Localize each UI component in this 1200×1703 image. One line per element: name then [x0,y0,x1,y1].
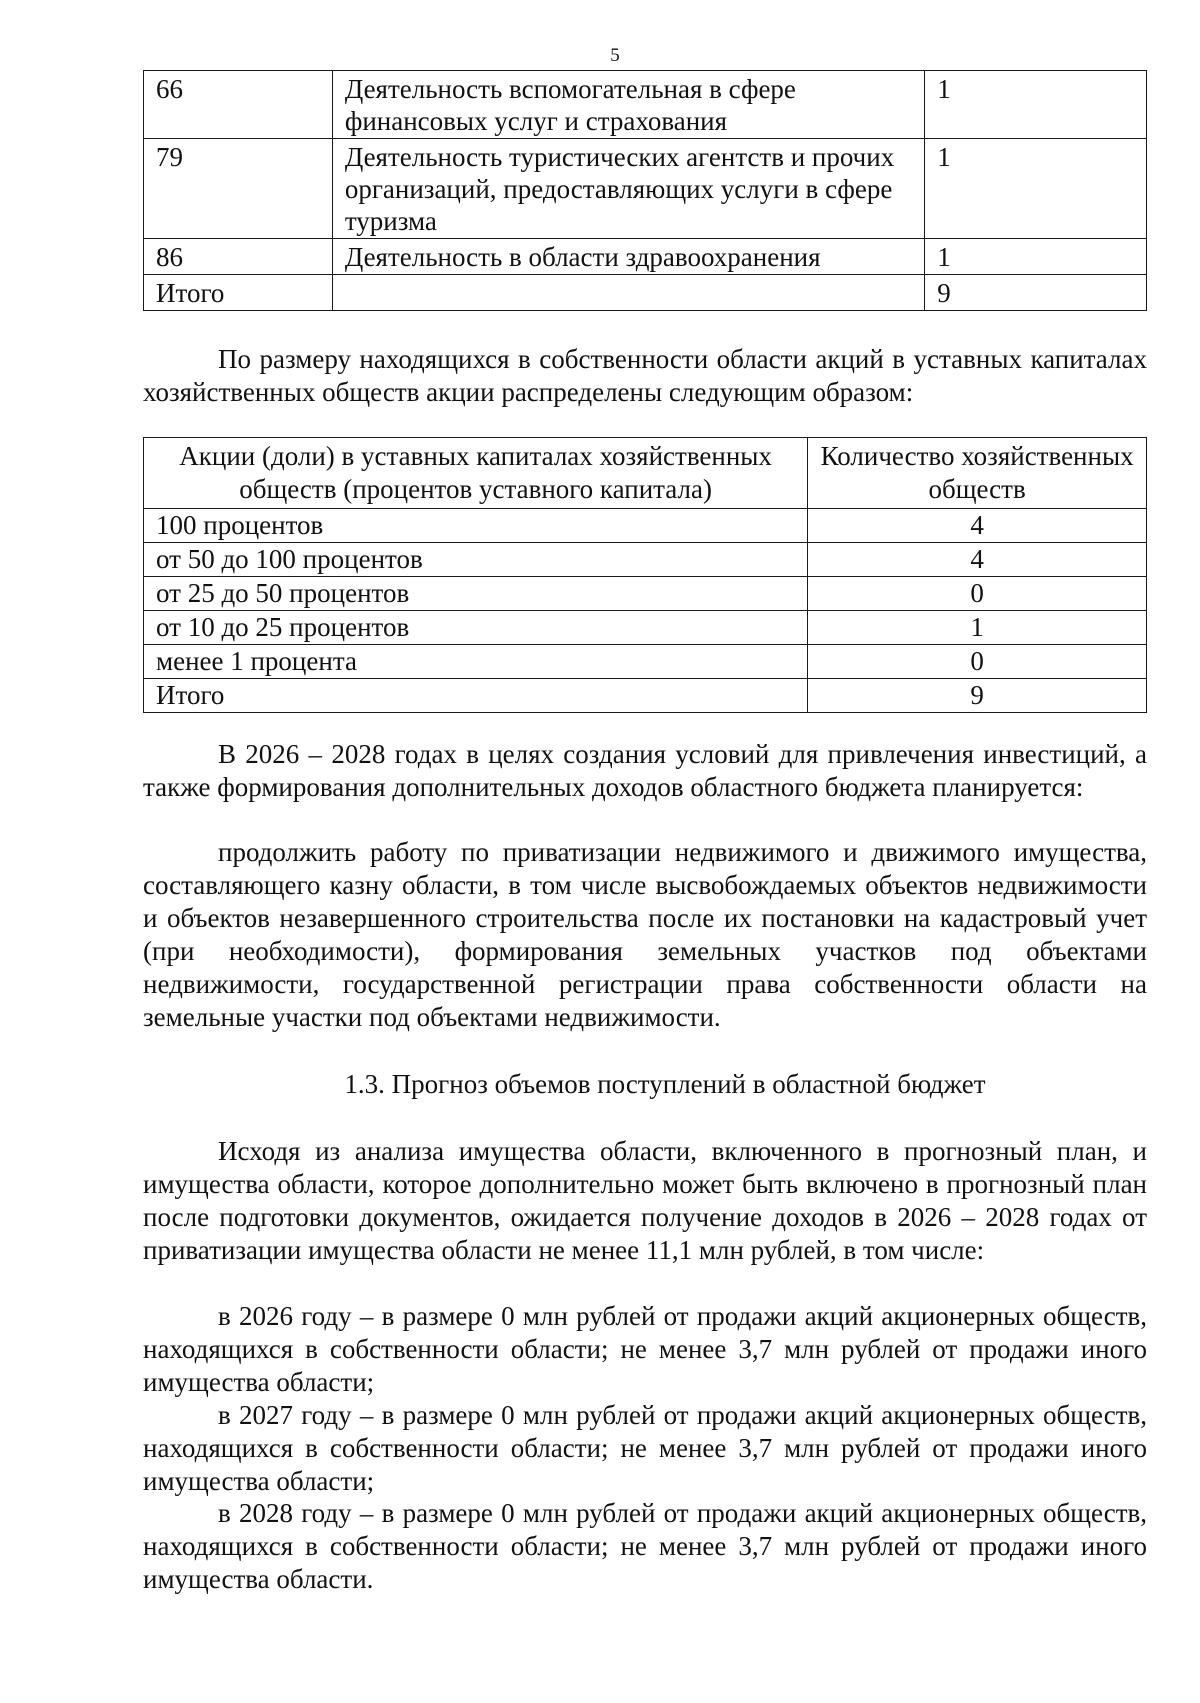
table-header-row [144,438,1147,509]
forecast-2028-paragraph: в 2028 году – в размере 0 млн рублей от продажи акций акционерных обществ, находящихся в собственности области; не менее 3,7 млн рублей от продажи иного имущества области. [143,1498,1147,1594]
section-heading: 1.3. Прогноз объемов поступлений в областной бюджет [344,1069,986,1099]
table-row [144,611,1147,645]
activity-name: Деятельность в области здравоохранения [332,239,924,275]
forecast-2027-paragraph: в 2027 году – в размере 0 млн рублей от продажи акций акционерных обществ, находящихся в собственности области; не менее 3,7 млн рублей от продажи иного имущества области; [143,1400,1147,1496]
total-empty-cell [332,275,924,311]
activity-count: 1 [925,239,1147,275]
company-count: 4 [808,543,1147,577]
total-count: 9 [808,679,1147,713]
shares-range: от 10 до 25 процентов [144,611,808,645]
header-shares-range: Акции (доли) в уставных капиталах хозяйственных обществ (процентов уставного капитала) [144,438,808,509]
table-total-row [144,275,1147,311]
forecast-paragraph: Исходя из анализа имущества области, включенного в прогнозный план, и имущества области, которое дополнительно может быть включено в прогнозный план после подготовки документов, ожидается получение доходов в 2026 – 2028 годах от приватизации имущества области не менее 11,1 млн рублей, в том числе: [143,1136,1147,1265]
table-row [144,645,1147,679]
shares-range: 100 процентов [144,509,808,543]
company-count: 0 [808,645,1147,679]
shares-table [143,437,1147,713]
activity-code: 66 [144,71,333,139]
table-total-row [144,679,1147,713]
page-number: 5 [610,45,620,66]
table-row [144,71,1147,139]
company-count: 0 [808,577,1147,611]
table-row [144,239,1147,275]
company-count: 4 [808,509,1147,543]
table-row [144,577,1147,611]
activity-code: 79 [144,139,333,239]
activity-name: Деятельность вспомогательная в сфере финансовых услуг и страхования [332,71,924,139]
plans-paragraph: В 2026 – 2028 годах в целях создания условий для привлечения инвестиций, а также формирования дополнительных доходов областного бюджета планируется: [143,739,1147,802]
shares-range: менее 1 процента [144,645,808,679]
company-count: 1 [808,611,1147,645]
table-row [144,139,1147,239]
table-row [144,543,1147,577]
shares-intro-paragraph: По размеру находящихся в собственности области акций в уставных капиталах хозяйственных обществ акции распределены следующим образом: [143,344,1147,407]
total-count: 9 [925,275,1147,311]
activity-name: Деятельность туристических агентств и прочих организаций, предоставляющих услуги в сфере туризма [332,139,924,239]
activity-table [143,70,1147,311]
shares-range: от 50 до 100 процентов [144,543,808,577]
table-row [144,509,1147,543]
total-label: Итого [144,679,808,713]
activity-count: 1 [925,139,1147,239]
activity-count: 1 [925,71,1147,139]
shares-range: от 25 до 50 процентов [144,577,808,611]
activity-code: 86 [144,239,333,275]
forecast-2026-paragraph: в 2026 году – в размере 0 млн рублей от продажи акций акционерных обществ, находящихся в собственности области; не менее 3,7 млн рублей от продажи иного имущества области; [143,1301,1147,1397]
header-company-count: Количество хозяйственных обществ [808,438,1147,509]
continue-work-paragraph: продолжить работу по приватизации недвижимого и движимого имущества, составляющего казну области, в том числе высвобождаемых объектов недвижимости и объектов незавершенного строительства после их постановки на кадастровый учет (при необходимости), формирования земельных участков под объектами недвижимости, государственной регистрации права собственности области на земельные участки под объектами недвижимости. [143,837,1147,1032]
total-label: Итого [144,275,333,311]
